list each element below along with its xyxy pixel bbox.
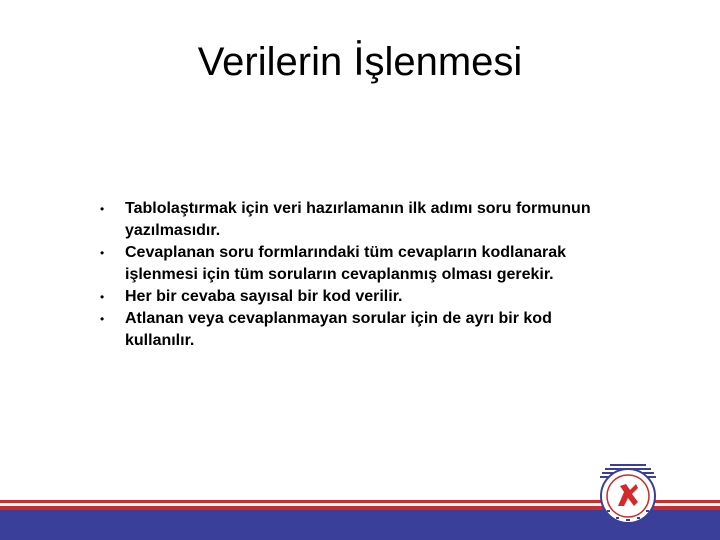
bullet-text: Atlanan veya cevaplanmayan sorular için de ayrı bir kod kullanılır. — [125, 310, 552, 349]
bullet-dot-icon: • — [100, 202, 105, 216]
bullet-text: Tablolaştırmak için veri hazırlamanın ilk adımı soru formunun yazılmasıdır. — [125, 200, 591, 239]
bullet-dot-icon: • — [100, 246, 105, 260]
bullet-item — [92, 198, 622, 242]
bullet-item — [92, 242, 622, 286]
slide-title: Verilerin İşlenmesi — [197, 40, 523, 84]
bullet-dot-icon: • — [100, 312, 105, 326]
bullet-text: Cevaplanan soru formlarındaki tüm cevapların kodlanarak işlenmesi için tüm soruların cevaplanmış olması gerekir. — [125, 244, 567, 283]
bullet-item — [92, 308, 622, 352]
bullet-list — [92, 198, 622, 352]
bullet-dot-icon: • — [100, 290, 105, 304]
university-seal-icon — [596, 462, 660, 526]
bullet-text: Her bir cevaba sayısal bir kod verilir. — [125, 288, 403, 305]
bullet-item — [92, 286, 622, 308]
